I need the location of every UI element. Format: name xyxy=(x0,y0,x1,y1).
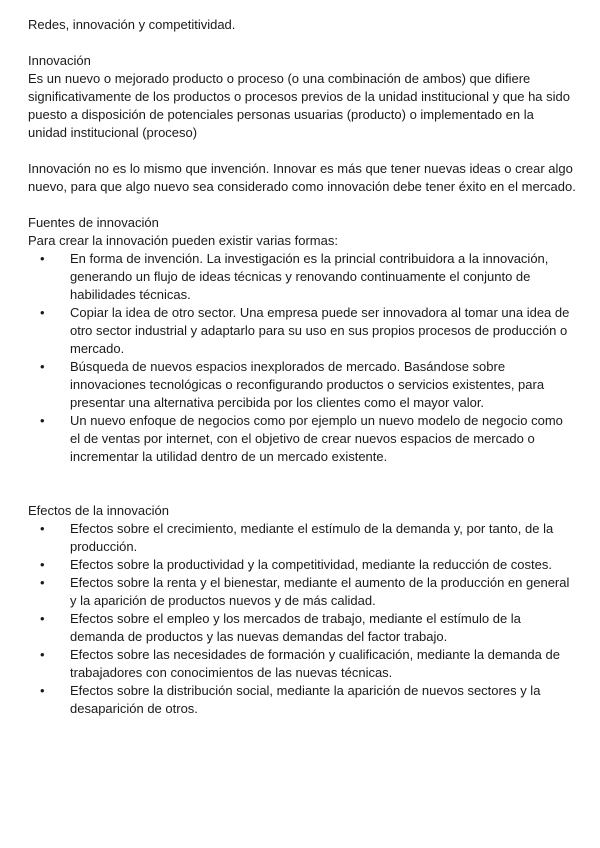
list-item xyxy=(28,610,576,646)
list-item-text: Búsqueda de nuevos espacios inexplorados de mercado. Basándose sobre innovaciones tecnológicas o reconfigurando productos o servicios existentes, para presentar una alternativa percibida por los clientes como el mayor valor. xyxy=(70,359,545,410)
list-item xyxy=(28,574,576,610)
list-item-text: Efectos sobre las necesidades de formación y cualificación, mediante la demanda de trabajadores con conocimientos de las nuevas técnicas. xyxy=(70,647,560,680)
section-heading-fuentes: Fuentes de innovación xyxy=(28,215,159,230)
list-item-text: Efectos sobre la productividad y la competitividad, mediante la reducción de costes. xyxy=(70,557,552,572)
bullet-icon: • xyxy=(40,611,45,626)
list-item xyxy=(28,412,576,466)
bullet-icon: • xyxy=(40,251,45,266)
list-item-text: Efectos sobre la renta y el bienestar, mediante el aumento de la producción en general y la aparición de productos nuevos y de más calidad. xyxy=(70,575,570,608)
bullet-icon: • xyxy=(40,647,45,662)
innovacion-note: Innovación no es lo mismo que invención. Innovar es más que tener nuevas ideas o crear algo nuevo, para que algo nuevo sea considerado como innovación debe tener éxito en el mercado. xyxy=(28,161,576,194)
bullet-icon: • xyxy=(40,683,45,698)
bullet-icon: • xyxy=(40,575,45,590)
innovacion-definition: Es un nuevo o mejorado producto o proceso (o una combinación de ambos) que difiere significativamente de los productos o procesos previos de la unidad institucional y que ha sido puesto a disposición de potenciales personas usuarias (producto) o implementado en la unidad institucional (proceso) xyxy=(28,71,570,140)
section-heading-innovacion: Innovación xyxy=(28,53,91,68)
bullet-icon: • xyxy=(40,305,45,320)
list-item xyxy=(28,682,576,718)
bullet-icon: • xyxy=(40,359,45,374)
list-item-text: En forma de invención. La investigación es la princial contribuidora a la innovación, generando un flujo de ideas técnicas y renovando continuamente el conjunto de habilidades técnicas. xyxy=(70,251,549,302)
bullet-icon: • xyxy=(40,413,45,428)
list-item xyxy=(28,304,576,358)
list-item xyxy=(28,358,576,412)
bullet-icon: • xyxy=(40,557,45,572)
fuentes-list xyxy=(28,250,576,466)
document-title: Redes, innovación y competitividad. xyxy=(28,17,236,32)
list-item xyxy=(28,520,576,556)
fuentes-intro: Para crear la innovación pueden existir varias formas: xyxy=(28,233,338,248)
list-item xyxy=(28,646,576,682)
list-item-text: Efectos sobre la distribución social, mediante la aparición de nuevos sectores y la desaparición de otros. xyxy=(70,683,541,716)
list-item-text: Efectos sobre el empleo y los mercados de trabajo, mediante el estímulo de la demanda de productos y las nuevas demandas del factor trabajo. xyxy=(70,611,521,644)
list-item-text: Efectos sobre el crecimiento, mediante el estímulo de la demanda y, por tanto, de la producción. xyxy=(70,521,554,554)
section-heading-efectos: Efectos de la innovación xyxy=(28,503,169,518)
bullet-icon: • xyxy=(40,521,45,536)
document-page xyxy=(28,16,576,718)
efectos-list xyxy=(28,520,576,718)
list-item xyxy=(28,556,576,574)
list-item-text: Copiar la idea de otro sector. Una empresa puede ser innovadora al tomar una idea de otro sector industrial y adaptarlo para su uso en sus propios procesos de producción o mercado. xyxy=(70,305,570,356)
list-item xyxy=(28,250,576,304)
list-item-text: Un nuevo enfoque de negocios como por ejemplo un nuevo modelo de negocio como el de ventas por internet, con el objetivo de crear nuevos espacios de mercado o incrementar la utilidad dentro de un mercado existente. xyxy=(70,413,563,464)
